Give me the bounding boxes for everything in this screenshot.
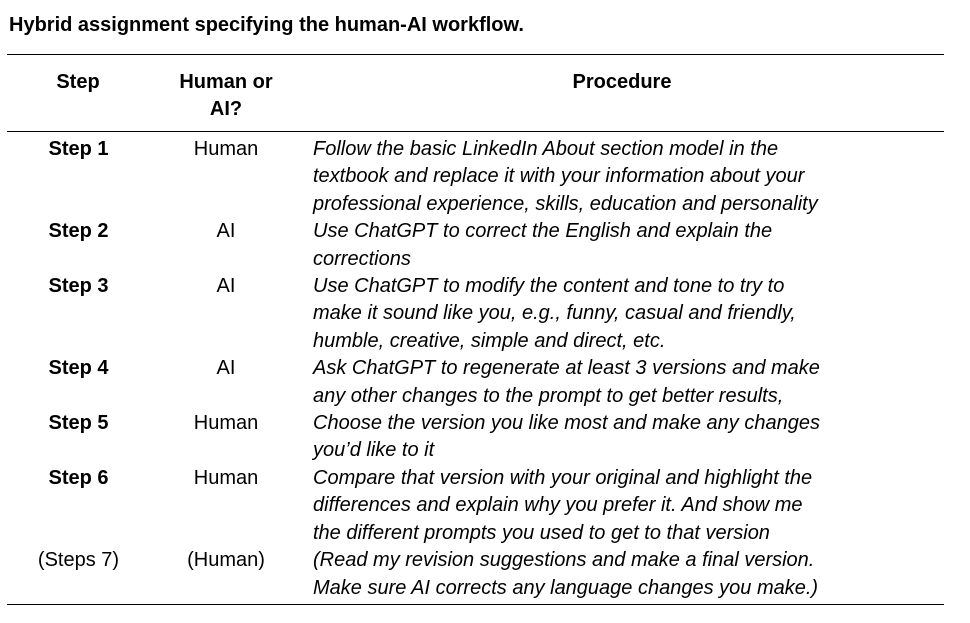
procedure-line: the different prompts you used to get to that version xyxy=(313,521,770,544)
step-cell: (Steps 7) xyxy=(37,549,120,572)
table-body xyxy=(7,136,944,602)
procedure-line: you’d like to it xyxy=(313,439,435,462)
table-row-step-4 xyxy=(7,355,944,410)
procedure-cell xyxy=(302,136,943,218)
table-row-step-1 xyxy=(7,136,944,218)
procedure-line: Compare that version with your original and highlight the xyxy=(313,466,813,489)
header-rule xyxy=(7,131,944,132)
procedure-line: Choose the version you like most and make any changes xyxy=(313,412,820,435)
step-cell: Step 5 xyxy=(48,412,109,435)
header-step: Step xyxy=(56,71,100,93)
procedure-cell xyxy=(302,465,943,547)
procedure-cell xyxy=(302,547,943,602)
procedure-line: professional experience, skills, education and personality xyxy=(313,192,818,215)
procedure-cell xyxy=(302,410,943,465)
bottom-rule xyxy=(7,604,944,605)
actor-cell: AI xyxy=(216,220,236,243)
table-row-step-6 xyxy=(7,465,944,547)
step-cell: Step 6 xyxy=(48,466,109,489)
actor-cell: Human xyxy=(193,412,259,435)
step-cell: Step 4 xyxy=(48,357,109,380)
table-row-step-5 xyxy=(7,410,944,465)
top-rule xyxy=(7,54,944,55)
procedure-cell xyxy=(302,355,943,410)
table-row-step-2 xyxy=(7,218,944,273)
header-human-or-ai xyxy=(150,69,302,123)
step-cell: Step 3 xyxy=(48,275,109,298)
actor-cell: Human xyxy=(193,138,259,160)
header-human-or-ai-line-1: Human or xyxy=(179,71,273,93)
procedure-line: (Read my revision suggestions and make a final version. xyxy=(313,549,815,572)
actor-cell: (Human) xyxy=(187,549,265,572)
procedure-line: Follow the basic LinkedIn About section model in the xyxy=(313,138,779,160)
procedure-line: Use ChatGPT to correct the English and explain the xyxy=(313,220,773,243)
actor-cell: AI xyxy=(216,275,236,298)
procedure-line: make it sound like you, e.g., funny, casual and friendly, xyxy=(313,302,796,325)
procedure-line: Use ChatGPT to modify the content and tone to try to xyxy=(313,275,785,298)
step-cell: Step 2 xyxy=(48,220,109,243)
procedure-line: Make sure AI corrects any language changes you make.) xyxy=(313,576,819,599)
actor-cell: AI xyxy=(216,357,236,380)
procedure-cell xyxy=(302,218,943,273)
table-row-step-7 xyxy=(7,547,944,602)
actor-cell: Human xyxy=(193,466,259,489)
procedure-cell xyxy=(302,273,943,355)
table-caption: Hybrid assignment specifying the human-AI workflow. xyxy=(9,14,524,36)
step-cell: Step 1 xyxy=(48,138,109,160)
header-human-or-ai-line-2: AI? xyxy=(209,98,243,120)
procedure-line: corrections xyxy=(313,247,411,270)
procedure-line: differences and explain why you prefer it. And show me xyxy=(313,494,803,517)
header-procedure: Procedure xyxy=(572,71,672,93)
procedure-line: humble, creative, simple and direct, etc. xyxy=(313,329,666,352)
procedure-line: textbook and replace it with your information about your xyxy=(313,165,805,188)
table-row-step-3 xyxy=(7,273,944,355)
procedure-line: any other changes to the prompt to get better results, xyxy=(313,384,784,407)
procedure-line: Ask ChatGPT to regenerate at least 3 versions and make xyxy=(313,357,820,380)
